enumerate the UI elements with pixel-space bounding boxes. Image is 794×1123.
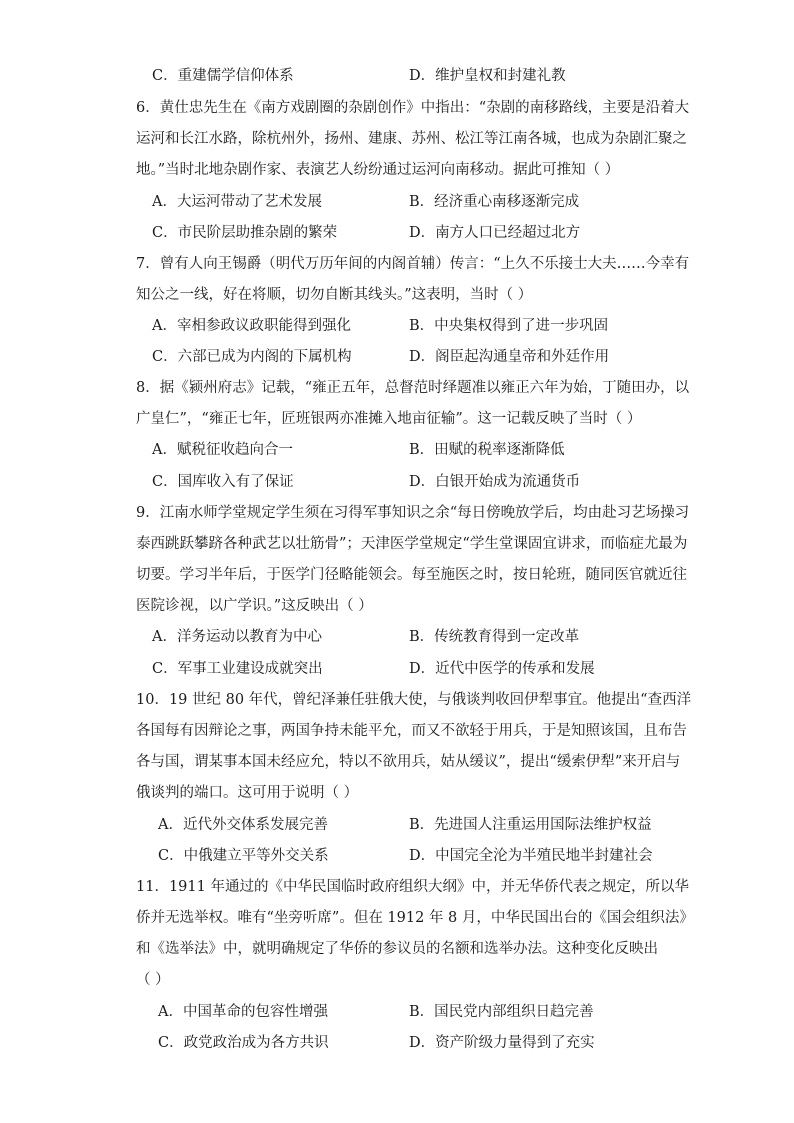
q7-option-b[interactable]: B．中央集权得到了进一步巩固 bbox=[409, 318, 609, 334]
q11-option-d[interactable]: D．资产阶级力量得到了充实 bbox=[409, 1035, 595, 1051]
q6-option-a[interactable]: A．大运河带动了艺术发展 bbox=[152, 194, 322, 210]
q9-option-d[interactable]: D．近代中医学的传承和发展 bbox=[409, 661, 595, 677]
q9-stem-line: 9．江南水师学堂规定学生须在习得军事知识之余“每日傍晚放学后，均由赴习艺场操习 bbox=[136, 505, 690, 521]
q9-stem-line: 医院诊视，以广学识。”这反映出（ ） bbox=[136, 598, 373, 614]
q6-stem-line: 运河和长江水路，除杭州外，扬州、建康、苏州、松江等江南各城，也成为杂剧汇聚之 bbox=[136, 131, 687, 147]
q8-option-a[interactable]: A．赋税征收趋向合一 bbox=[152, 442, 293, 458]
q8-stem-line: 8．据《颍州府志》记载，“雍正五年，总督范时绎题准以雍正六年为始，丁随田办，以 bbox=[136, 380, 690, 396]
q10-option-a[interactable]: A．近代外交体系发展完善 bbox=[158, 817, 328, 833]
q8-option-d[interactable]: D．白银开始成为流通货币 bbox=[409, 474, 581, 490]
q6-option-d[interactable]: D．南方人口已经超过北方 bbox=[409, 225, 581, 241]
q11-option-c[interactable]: C．政党政治成为各方共识 bbox=[158, 1035, 329, 1051]
q7-stem-line: 知公之一线，好在将顺，切勿自断其线头。”这表明，当时（ ） bbox=[136, 287, 533, 303]
q8-option-c[interactable]: C．国库收入有了保证 bbox=[152, 474, 294, 490]
q7-option-c[interactable]: C．六部已成为内阁的下属机构 bbox=[152, 349, 352, 365]
prev-option-d[interactable]: D．维护皇权和封建礼教 bbox=[409, 68, 566, 84]
q6-option-b[interactable]: B．经济重心南移逐渐完成 bbox=[409, 194, 580, 210]
prev-option-c[interactable]: C．重建儒学信仰体系 bbox=[152, 68, 294, 84]
q9-stem-line: 切要。学习半年后，于医学门径略能领会。每至施医之时，按日轮班，随同医官就近往 bbox=[136, 567, 687, 583]
q10-stem-line: 10．19 世纪 80 年代，曾纪泽兼任驻俄大使，与俄谈判收回伊犁事宜。他提出“查西洋 bbox=[136, 692, 692, 708]
q9-option-a[interactable]: A．洋务运动以教育为中心 bbox=[152, 629, 322, 645]
q11-option-a[interactable]: A．中国革命的包容性增强 bbox=[158, 1004, 328, 1020]
q6-option-c[interactable]: C．市民阶层助推杂剧的繁荣 bbox=[152, 225, 338, 241]
q8-option-b[interactable]: B．田赋的税率逐渐降低 bbox=[409, 442, 565, 458]
q10-option-b[interactable]: B．先进国人注重运用国际法维护权益 bbox=[409, 817, 652, 833]
q10-option-d[interactable]: D．中国完全沦为半殖民地半封建社会 bbox=[409, 848, 653, 864]
q7-option-a[interactable]: A．宰相参政议政职能得到强化 bbox=[152, 318, 351, 334]
q11-stem-line: 和《选举法》中，就明确规定了华侨的参议员的名额和选举办法。这种变化反映出 bbox=[136, 941, 658, 957]
q8-stem-line: 广皇仁”，“雍正七年，匠班银两亦准摊入地亩征输”。这一记载反映了当时（ ） bbox=[136, 411, 642, 427]
q10-stem-line: 各与国，谓某事本国未经应允，特以不欲用兵，姑从缓议”，提出“缓索伊犁”来开启与 bbox=[136, 754, 681, 770]
q10-option-c[interactable]: C．中俄建立平等外交关系 bbox=[158, 848, 329, 864]
q9-stem-line: 泰西跳跃攀跻各种武艺以壮筋骨”；天津医学堂规定“学生堂课固宜讲求，而临症尤最为 bbox=[136, 536, 688, 552]
q11-stem-line: 侨并无选举权。唯有“坐旁听席”。但在 1912 年 8 月，中华民国出台的《国会组织法》 bbox=[136, 910, 694, 926]
q11-answer-blank: （ ） bbox=[136, 972, 170, 988]
q10-stem-line: 各国每有因辩论之事，两国争持未能平允，而又不欲轻于用兵，于是知照该国，且布告 bbox=[136, 723, 687, 739]
q9-option-b[interactable]: B．传统教育得到一定改革 bbox=[409, 629, 580, 645]
q7-option-d[interactable]: D．阁臣起沟通皇帝和外廷作用 bbox=[409, 349, 610, 365]
q11-option-b[interactable]: B．国民党内部组织日趋完善 bbox=[409, 1004, 594, 1020]
q9-option-c[interactable]: C．军事工业建设成就突出 bbox=[152, 661, 323, 677]
q6-stem-line: 6．黄仕忠先生在《南方戏剧圈的杂剧创作》中指出：“杂剧的南移路线，主要是沿着大 bbox=[136, 100, 690, 116]
q6-stem-line: 地。”当时北地杂剧作家、表演艺人纷纷通过运河向南移动。据此可推知（ ） bbox=[136, 162, 620, 178]
q11-stem-line: 11．1911 年通过的《中华民国临时政府组织大纲》中，并无华侨代表之规定，所以华 bbox=[136, 879, 689, 895]
q10-stem-line: 俄谈判的端口。这可用于说明（ ） bbox=[136, 785, 359, 801]
q7-stem-line: 7．曾有人向王锡爵（明代万历年间的内阁首辅）传言：“上久不乐接士大夫……今幸有 bbox=[136, 256, 690, 272]
